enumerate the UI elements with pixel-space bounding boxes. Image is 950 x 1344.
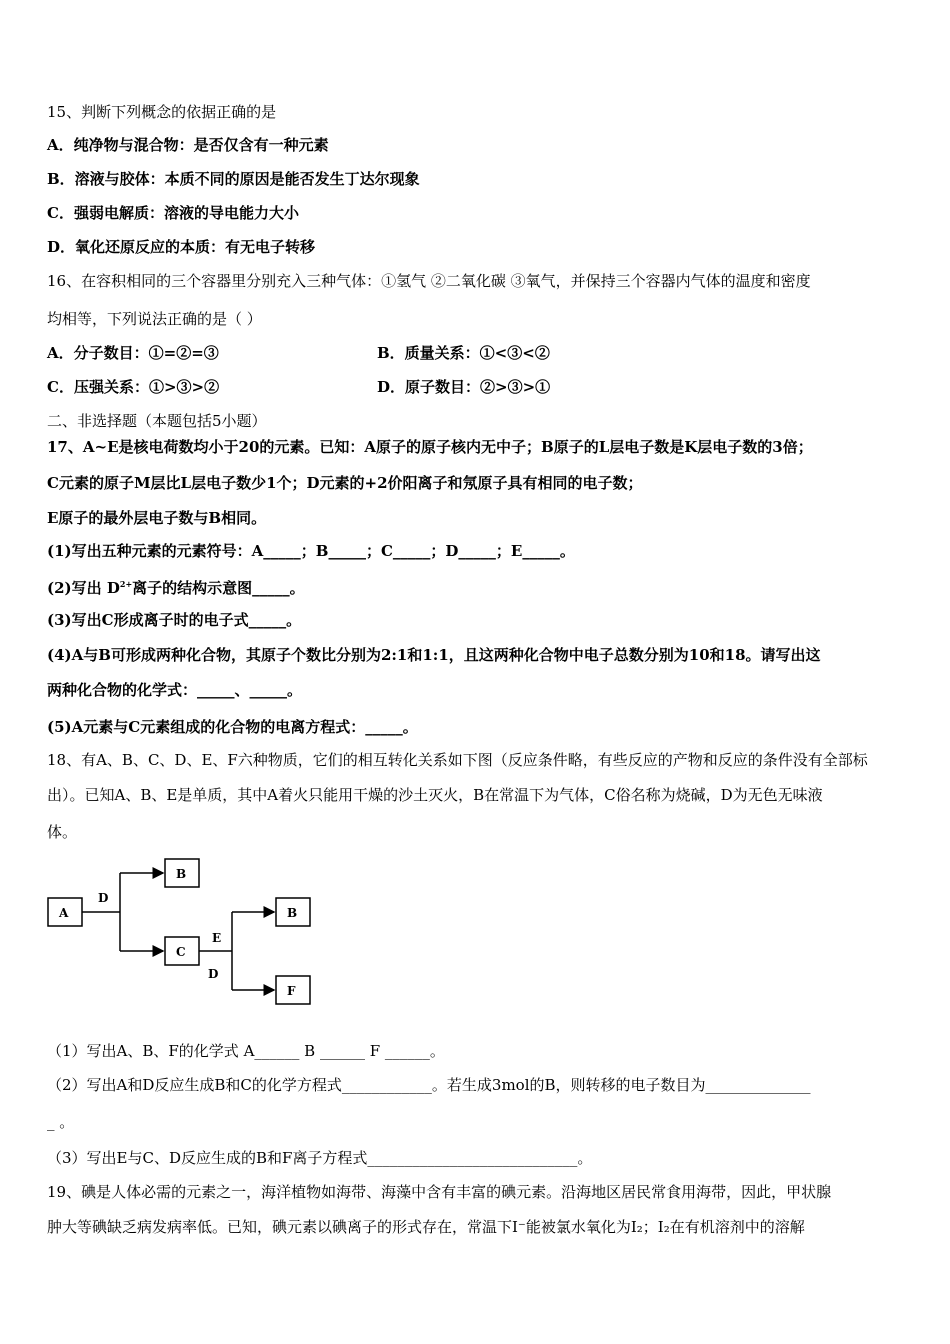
q16-stem-line2: 均相等，下列说法正确的是（ ） [47,310,262,328]
q16-stem-line1: 16、在容积相同的三个容器里分别充入三种气体：①氢气 ②二氧化碳 ③氧气，并保持三个容器内气体的温度和密度 [47,272,811,290]
q17-part4-line1: (4)A与B可形成两种化合物，其原子个数比分别为2:1和1:1，且这两种化合物中电子总数分别为10和18。请写出这 [47,646,821,664]
label-e: E [212,931,222,945]
q16-option-b: B．质量关系：①<③<② [377,344,550,362]
label-d2: D [208,967,219,981]
section-heading: 二、非选择题（本题包括5小题） [47,412,267,430]
box-f-label: F [287,984,296,998]
box-b1-label: B [176,867,187,881]
q17-part2-b: 离子的结构示意图_____。 [132,579,305,597]
q15-option-c: C．强弱电解质：溶液的导电能力大小 [47,204,299,222]
q18-part2-line1: （2）写出A和D反应生成B和C的化学方程式____________。若生成3mol的B，则转移的电子数目为______________ [47,1076,811,1094]
q18-line2: 出）。已知A、B、E是单质，其中A着火只能用干燥的沙土灭火，B在常温下为气体，C俗名称为烧碱，D为无色无味液 [47,786,823,804]
reaction-diagram [40,850,340,1010]
label-d1: D [98,891,109,905]
q17-part2-sup: 2+ [119,579,133,589]
q19-line2: 肿大等碘缺乏病发病率低。已知，碘元素以碘离子的形式存在，常温下I⁻能被氯水氧化为I₂；I₂在有机溶剂中的溶解 [47,1218,805,1236]
q19-line1: 19、碘是人体必需的元素之一，海洋植物如海带、海藻中含有丰富的碘元素。沿海地区居民常食用海带，因此，甲状腺 [47,1183,832,1201]
connector-a [82,873,120,951]
q17-line1: 17、A~E是核电荷数均小于20的元素。已知：A原子的原子核内无中子；B原子的L层电子数是K层电子数的3倍； [47,438,813,456]
q18-part3: （3）写出E与C、D反应生成的B和F离子方程式____________________________。 [47,1149,593,1167]
q15-option-b: B．溶液与胶体：本质不同的原因是能否发生丁达尔现象 [47,170,420,188]
q18-line1: 18、有A、B、C、D、E、F六种物质，它们的相互转化关系如下图（反应条件略，有些反应的产物和反应的条件没有全部标 [47,751,868,769]
q17-part2-a: (2)写出 D [47,579,120,597]
q15-option-d: D．氧化还原反应的本质：有无电子转移 [47,238,316,256]
q17-part1: (1)写出五种元素的元素符号：A_____；B_____；C_____；D_____；E_____。 [47,542,575,560]
q15-option-a: A．纯净物与混合物：是否仅含有一种元素 [47,136,329,154]
q16-option-a: A．分子数目：①=②=③ [47,344,219,362]
q17-line2: C元素的原子M层比L层电子数少1个；D元素的+2价阳离子和氖原子具有相同的电子数； [47,474,643,492]
q18-part1: （1）写出A、B、F的化学式 A______ B ______ F ______。 [47,1042,445,1060]
q17-part4-line2: 两种化合物的化学式：_____、_____。 [47,681,303,699]
q15-stem: 15、判断下列概念的依据正确的是 [47,103,277,121]
q16-option-c: C．压强关系：①>③>② [47,378,220,396]
box-a-label: A [59,906,69,920]
box-c-label: C [176,945,186,959]
q17-part5: (5)A元素与C元素组成的化合物的电离方程式：_____。 [47,718,418,736]
q17-line3: E原子的最外层电子数与B相同。 [47,509,267,527]
box-b2-label: B [287,906,298,920]
q17-part3: (3)写出C形成离子时的电子式_____。 [47,611,302,629]
q17-part2 [47,574,305,598]
q16-option-d: D．原子数目：②>③>① [377,378,551,396]
q18-line3: 体。 [47,823,78,841]
q18-part2-line2: _ 。 [47,1113,75,1131]
